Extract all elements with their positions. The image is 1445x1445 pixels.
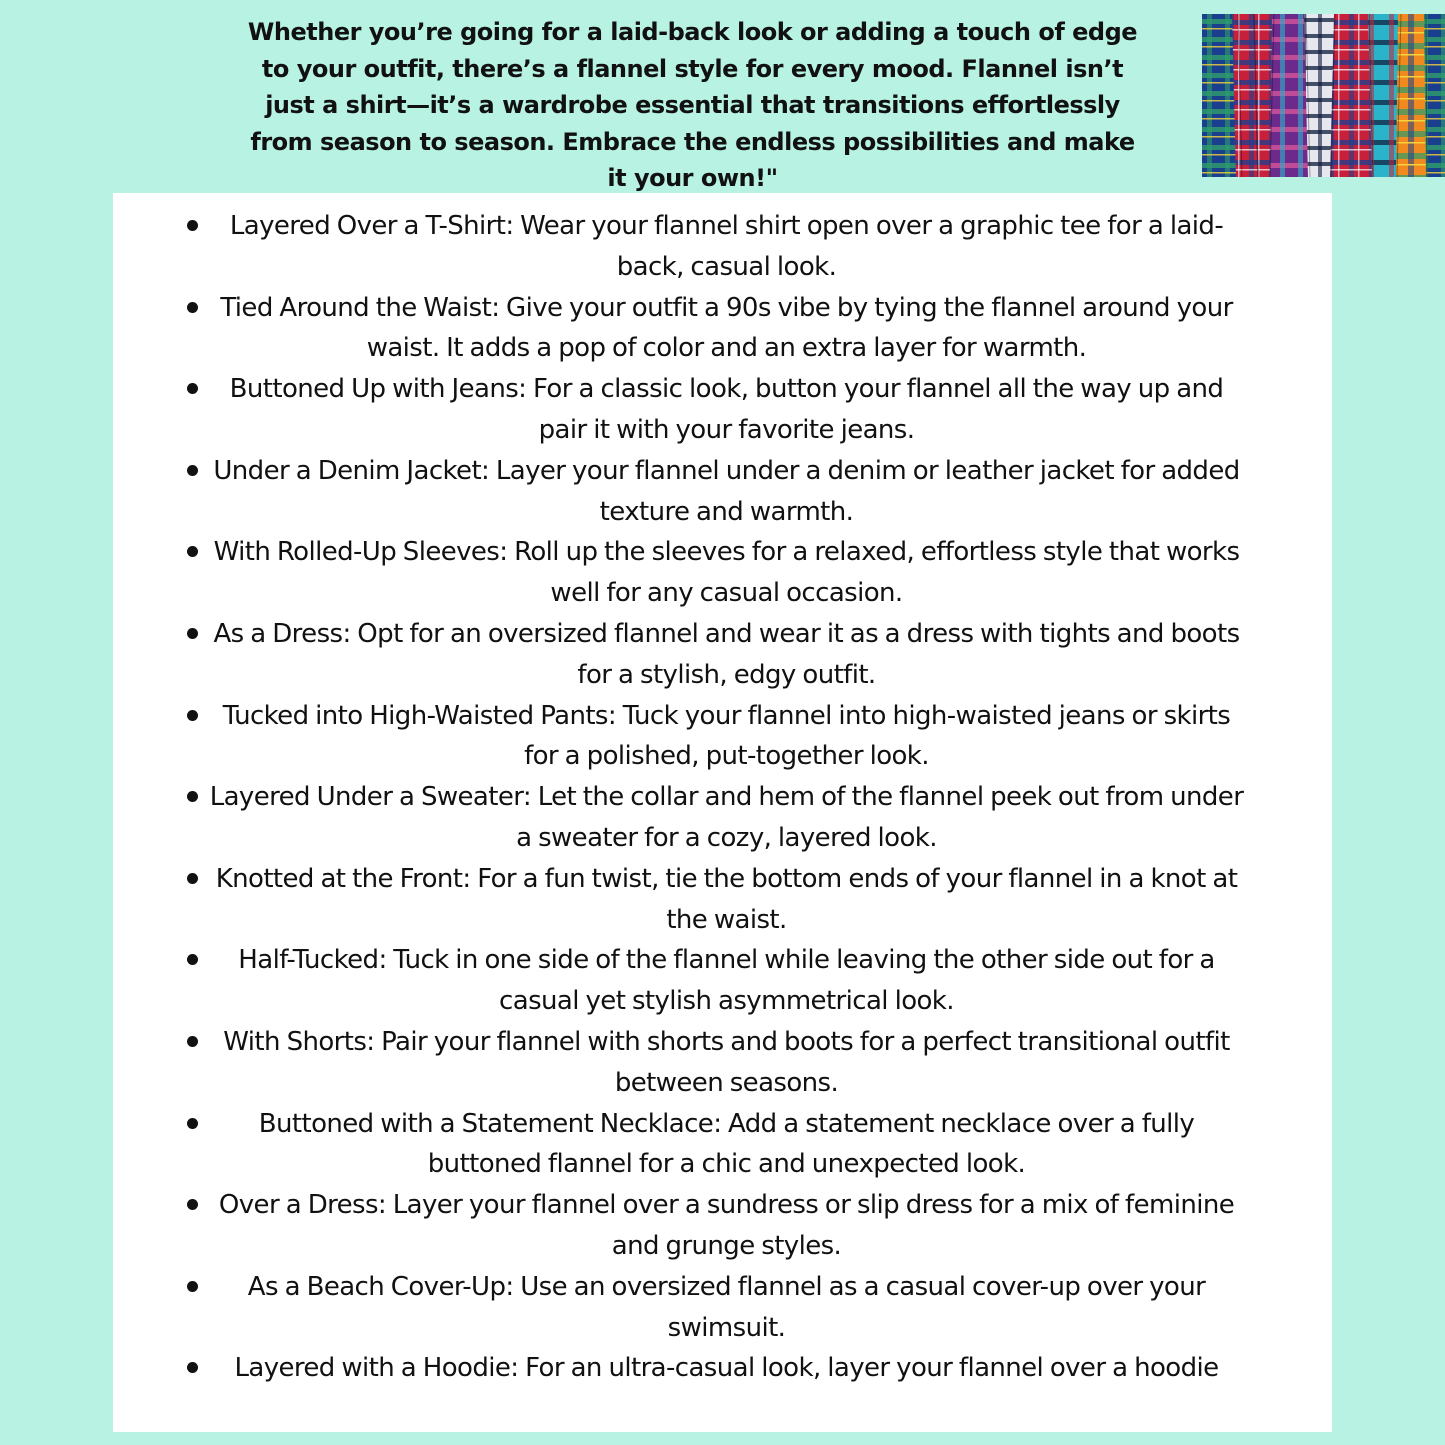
- bullet-icon: [187, 1118, 198, 1129]
- tip-item: [113, 451, 1332, 533]
- tip-text: Buttoned with a Statement Necklace: Add a statement necklace over a fully buttoned flannel for a chic and unexpected look.: [258, 1108, 1195, 1180]
- tips-card: [113, 193, 1332, 1432]
- tips-list: [113, 206, 1332, 1430]
- plaid-shirts-photo: [1202, 14, 1445, 177]
- tip-item: [113, 369, 1332, 451]
- bullet-icon: [187, 791, 198, 802]
- tip-text: As a Dress: Opt for an oversized flannel and wear it as a dress with tights and boots for a stylish, edgy outfit.: [213, 618, 1240, 690]
- bullet-icon: [187, 546, 198, 557]
- tip-item: [113, 206, 1332, 288]
- intro-paragraph: Whether you’re going for a laid-back look or adding a touch of edge to your outfit, there’s a flannel style for every mood. Flannel isn’t just a shirt—it’s a wardrobe essential that transitions effortlessly from season to season. Embrace the endless possibilities and make it your own!": [247, 18, 1138, 192]
- tip-item: [113, 940, 1332, 1022]
- bullet-icon: [187, 954, 198, 965]
- bullet-icon: [187, 383, 198, 394]
- tip-text: Knotted at the Front: For a fun twist, tie the bottom ends of your flannel in a knot at the waist.: [215, 863, 1238, 935]
- bullet-icon: [187, 1199, 198, 1210]
- shirt-5: [1330, 14, 1374, 177]
- tip-item: [113, 1267, 1332, 1349]
- tip-text: Half-Tucked: Tuck in one side of the flannel while leaving the other side out for a casual yet stylish asymmetrical look.: [238, 945, 1215, 1017]
- bullet-icon: [187, 1036, 198, 1047]
- tip-text: With Shorts: Pair your flannel with shorts and boots for a perfect transitional outfit between seasons.: [223, 1026, 1230, 1098]
- tip-item: [113, 614, 1332, 696]
- bullet-icon: [187, 710, 198, 721]
- tip-text: As a Beach Cover-Up: Use an oversized flannel as a casual cover-up over your swimsuit.: [247, 1271, 1206, 1343]
- tip-item: [113, 288, 1332, 370]
- tip-item: [113, 696, 1332, 778]
- tip-text: Layered with a Hoodie: For an ultra-casual look, layer your flannel over a hoodie: [234, 1353, 1219, 1384]
- tip-item: [113, 1348, 1332, 1430]
- tip-text: Tucked into High-Waisted Pants: Tuck your flannel into high-waisted jeans or skirts for a polished, put-together look.: [222, 700, 1231, 772]
- bullet-icon: [187, 628, 198, 639]
- tip-text: Tied Around the Waist: Give your outfit a 90s vibe by tying the flannel around your waist. It adds a pop of color and an extra layer for warmth.: [220, 292, 1233, 364]
- tip-text: With Rolled-Up Sleeves: Roll up the sleeves for a relaxed, effortless style that works well for any casual occasion.: [213, 537, 1240, 609]
- tip-item: [113, 859, 1332, 941]
- tip-item: [113, 1022, 1332, 1104]
- tip-text: Under a Denim Jacket: Layer your flannel under a denim or leather jacket for added texture and warmth.: [213, 455, 1240, 527]
- tip-item: [113, 532, 1332, 614]
- bullet-icon: [187, 465, 198, 476]
- tip-text: Layered Under a Sweater: Let the collar and hem of the flannel peek out from under a sweater for a cozy, layered look.: [209, 782, 1244, 853]
- tip-item: [113, 1104, 1332, 1186]
- bullet-icon: [187, 1362, 198, 1373]
- bullet-icon: [187, 220, 198, 231]
- bullet-icon: [187, 302, 198, 313]
- bullet-icon: [187, 873, 198, 884]
- tip-item: [113, 777, 1332, 859]
- tip-item: [113, 1185, 1332, 1267]
- tip-text: Layered Over a T-Shirt: Wear your flannel shirt open over a graphic tee for a laid-back, casual look.: [229, 211, 1224, 282]
- tip-text: Buttoned Up with Jeans: For a classic look, button your flannel all the way up and pair it with your favorite jeans.: [229, 374, 1224, 445]
- tip-text: Over a Dress: Layer your flannel over a sundress or slip dress for a mix of feminine and grunge styles.: [218, 1190, 1235, 1261]
- bullet-icon: [187, 1281, 198, 1292]
